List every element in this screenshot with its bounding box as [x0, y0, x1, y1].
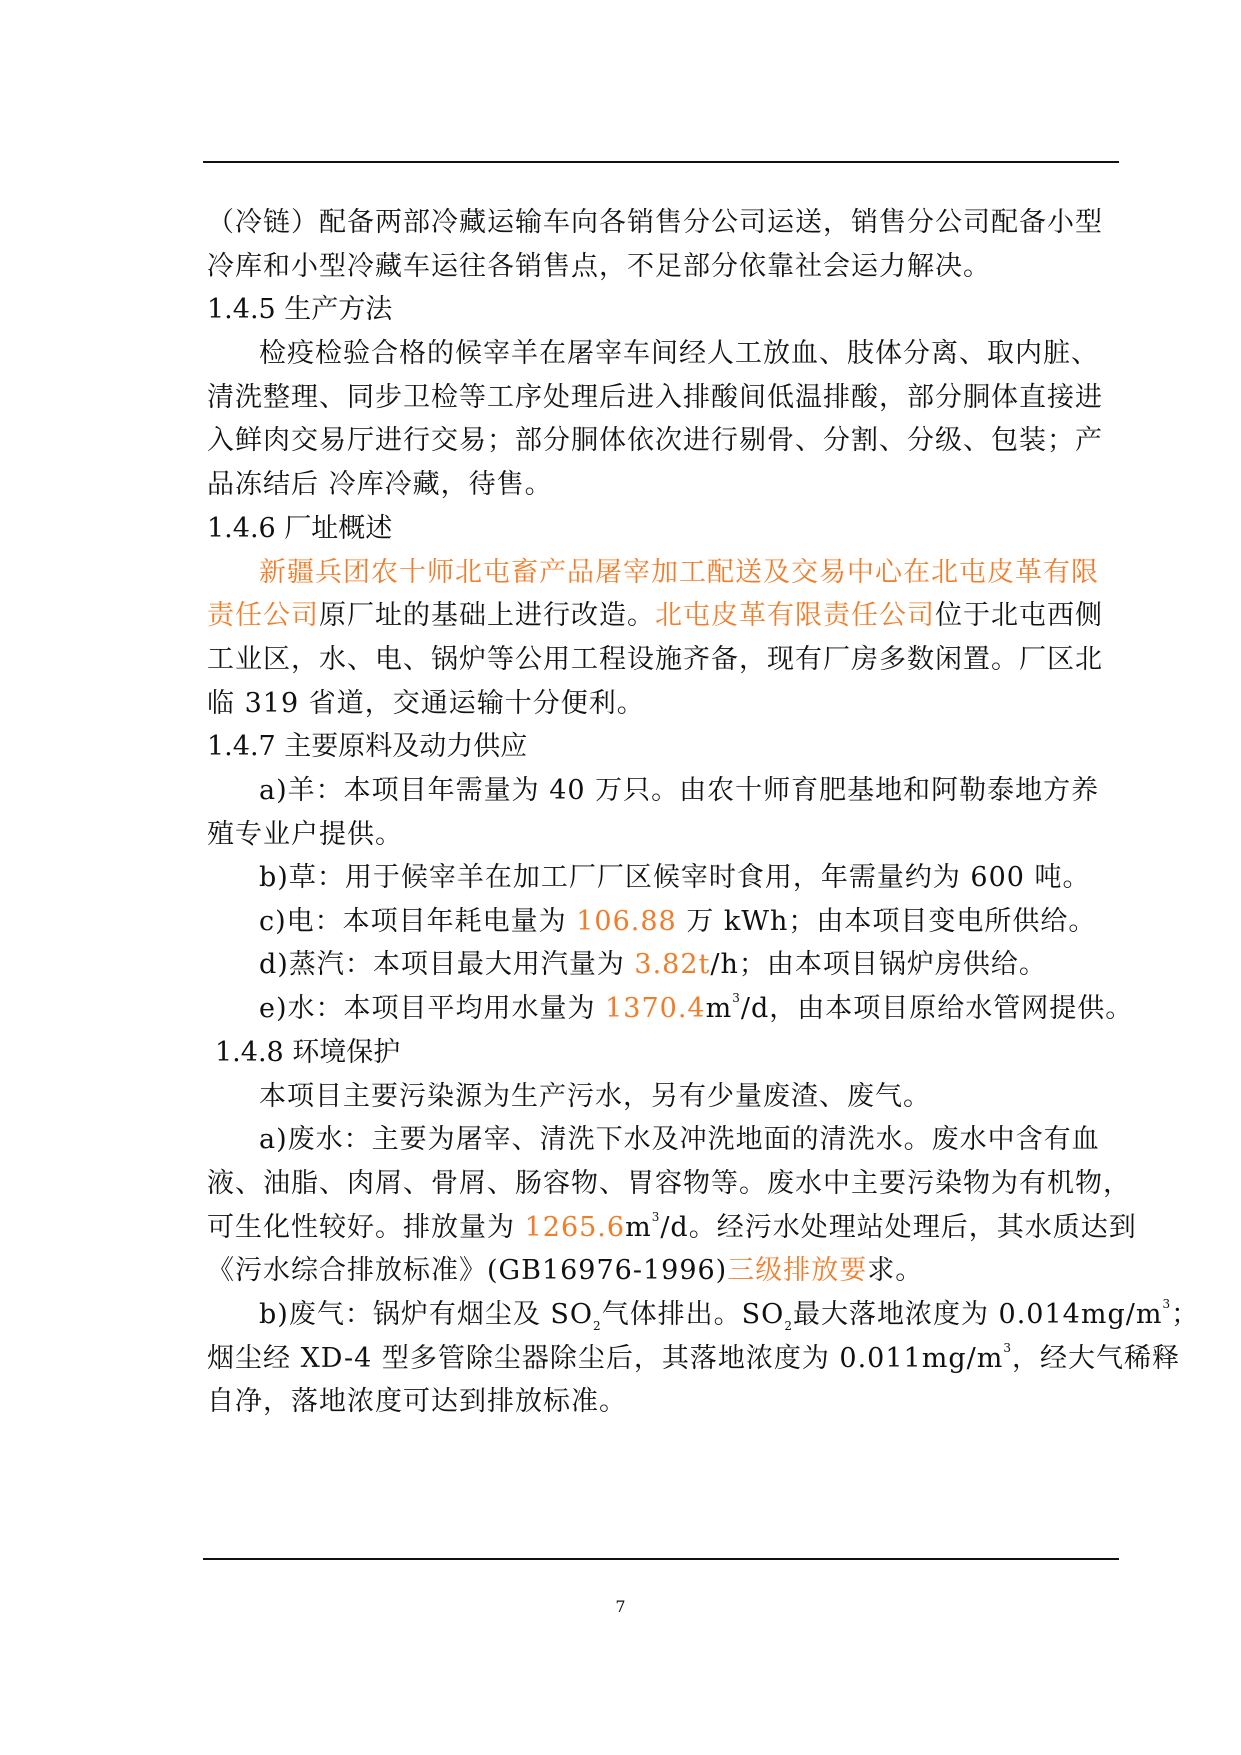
list-item-water: [259, 992, 1133, 1026]
superscript: 3: [732, 991, 741, 1005]
highlighted-line: 新疆兵团农十师北屯畜产品屠宰加工配送及交易中心在北屯皮革有限: [259, 557, 1099, 588]
paragraph-line: 清洗整理、同步卫检等工序处理后进入排酸间低温排酸，部分胴体直接进: [207, 382, 1103, 413]
text-run: /d。经污水处理站处理后，其水质达到: [660, 1212, 1137, 1243]
paragraph-line: 液、油脂、肉屑、骨屑、肠容物、胃容物等。废水中主要污染物为有机物，: [207, 1168, 1131, 1199]
highlighted-number: 1265.6: [524, 1212, 626, 1243]
text-run: 位于北屯西侧: [935, 600, 1103, 631]
paragraph-line: 冷库和小型冷藏车运往各销售点，不足部分依靠社会运力解决。: [207, 251, 991, 282]
superscript: 3: [1162, 1297, 1172, 1311]
paragraph-line: 殖专业户提供。: [207, 819, 403, 850]
text-run: ，经大气稀释: [1011, 1343, 1180, 1374]
highlighted-number: 3.82t: [634, 949, 711, 980]
text-run: /h；由本项目锅炉房供给。: [710, 949, 1047, 980]
text-run: c)电：本项目年耗电量为: [259, 906, 577, 937]
subscript: 2: [784, 1319, 793, 1333]
highlighted-text: 北屯皮革有限责任公司: [655, 600, 935, 631]
paragraph-line: [207, 1254, 923, 1288]
text-run: 最大落地浓度为 0.014mg/m: [792, 1299, 1163, 1330]
superscript: 3: [651, 1210, 661, 1224]
section-heading-1-4-7: 1.4.7 主要原料及动力供应: [207, 731, 528, 762]
paragraph-line: 本项目主要污染源为生产污水，另有少量废渣、废气。: [259, 1081, 931, 1112]
section-heading-1-4-5: 1.4.5 生产方法: [207, 294, 393, 325]
unit: m: [705, 993, 733, 1024]
unit: m: [625, 1212, 652, 1243]
highlighted-number: 1370.4: [605, 993, 706, 1024]
paragraph-line: [207, 1211, 1137, 1245]
paragraph-line: 检疫检验合格的候宰羊在屠宰车间经人工放血、肢体分离、取内脏、: [259, 338, 1099, 369]
highlighted-text: 三级排放要: [727, 1255, 868, 1286]
list-item-sheep: a)羊：本项目年需量为 40 万只。由农十师育肥基地和阿勒泰地方养: [259, 775, 1100, 806]
text-run: 原厂址的基础上进行改造。: [319, 600, 655, 631]
footer-rule: [203, 1558, 1119, 1560]
text-run: ；: [1171, 1299, 1200, 1330]
list-item-wastewater: a)废水：主要为屠宰、清洗下水及冲洗地面的清洗水。废水中含有血: [259, 1124, 1100, 1155]
text-run: d)蒸汽：本项目最大用汽量为: [259, 949, 635, 980]
list-item-exhaust-gas: [259, 1298, 1199, 1332]
paragraph-line: （冷链）配备两部冷藏运输车向各销售分公司运送，销售分公司配备小型: [207, 207, 1103, 238]
text-run: 可生化性较好。排放量为: [207, 1212, 525, 1243]
paragraph-line: 品冻结后 冷库冷藏，待售。: [207, 469, 553, 500]
section-heading-1-4-8: 1.4.8 环境保护: [215, 1037, 401, 1068]
highlighted-text: 责任公司: [207, 600, 319, 631]
highlighted-number: 106.88: [576, 906, 677, 937]
paragraph-line: [207, 1342, 1180, 1376]
list-item-grass: b)草：用于候宰羊在加工厂厂区候宰时食用，年需量约为 600 吨。: [259, 862, 1091, 893]
text-run: 求。: [867, 1255, 924, 1286]
text-run: 万 kWh；由本项目变电所供给。: [676, 906, 1097, 937]
paragraph-line: 临 319 省道，交通运输十分便利。: [207, 688, 645, 719]
header-rule: [203, 161, 1119, 163]
paragraph-line: [207, 599, 1103, 633]
text-run: b)废气：锅炉有烟尘及 SO: [259, 1299, 594, 1330]
list-item-steam: [259, 948, 1047, 982]
superscript: 3: [1003, 1341, 1012, 1355]
section-heading-1-4-6: 1.4.6 厂址概述: [207, 513, 393, 544]
text-run: /d，由本项目原给水管网提供。: [740, 993, 1134, 1024]
text-run: e)水：本项目平均用水量为: [259, 993, 606, 1024]
subscript: 2: [593, 1319, 602, 1333]
paragraph-line: 自净，落地浓度可达到排放标准。: [207, 1386, 627, 1417]
text-run: 气体排出。SO: [601, 1299, 785, 1330]
paragraph-line: 入鲜肉交易厅进行交易；部分胴体依次进行剔骨、分割、分级、包装；产: [207, 425, 1103, 456]
page-number: 7: [615, 1597, 626, 1616]
paragraph-line: 工业区，水、电、锅炉等公用工程设施齐备，现有厂房多数闲置。厂区北: [207, 644, 1103, 675]
text-run: 《污水综合排放标准》(GB16976-1996): [207, 1255, 728, 1286]
list-item-electricity: [259, 905, 1096, 939]
text-run: 烟尘经 XD-4 型多管除尘器除尘后，其落地浓度为 0.011mg/m: [207, 1343, 1004, 1374]
